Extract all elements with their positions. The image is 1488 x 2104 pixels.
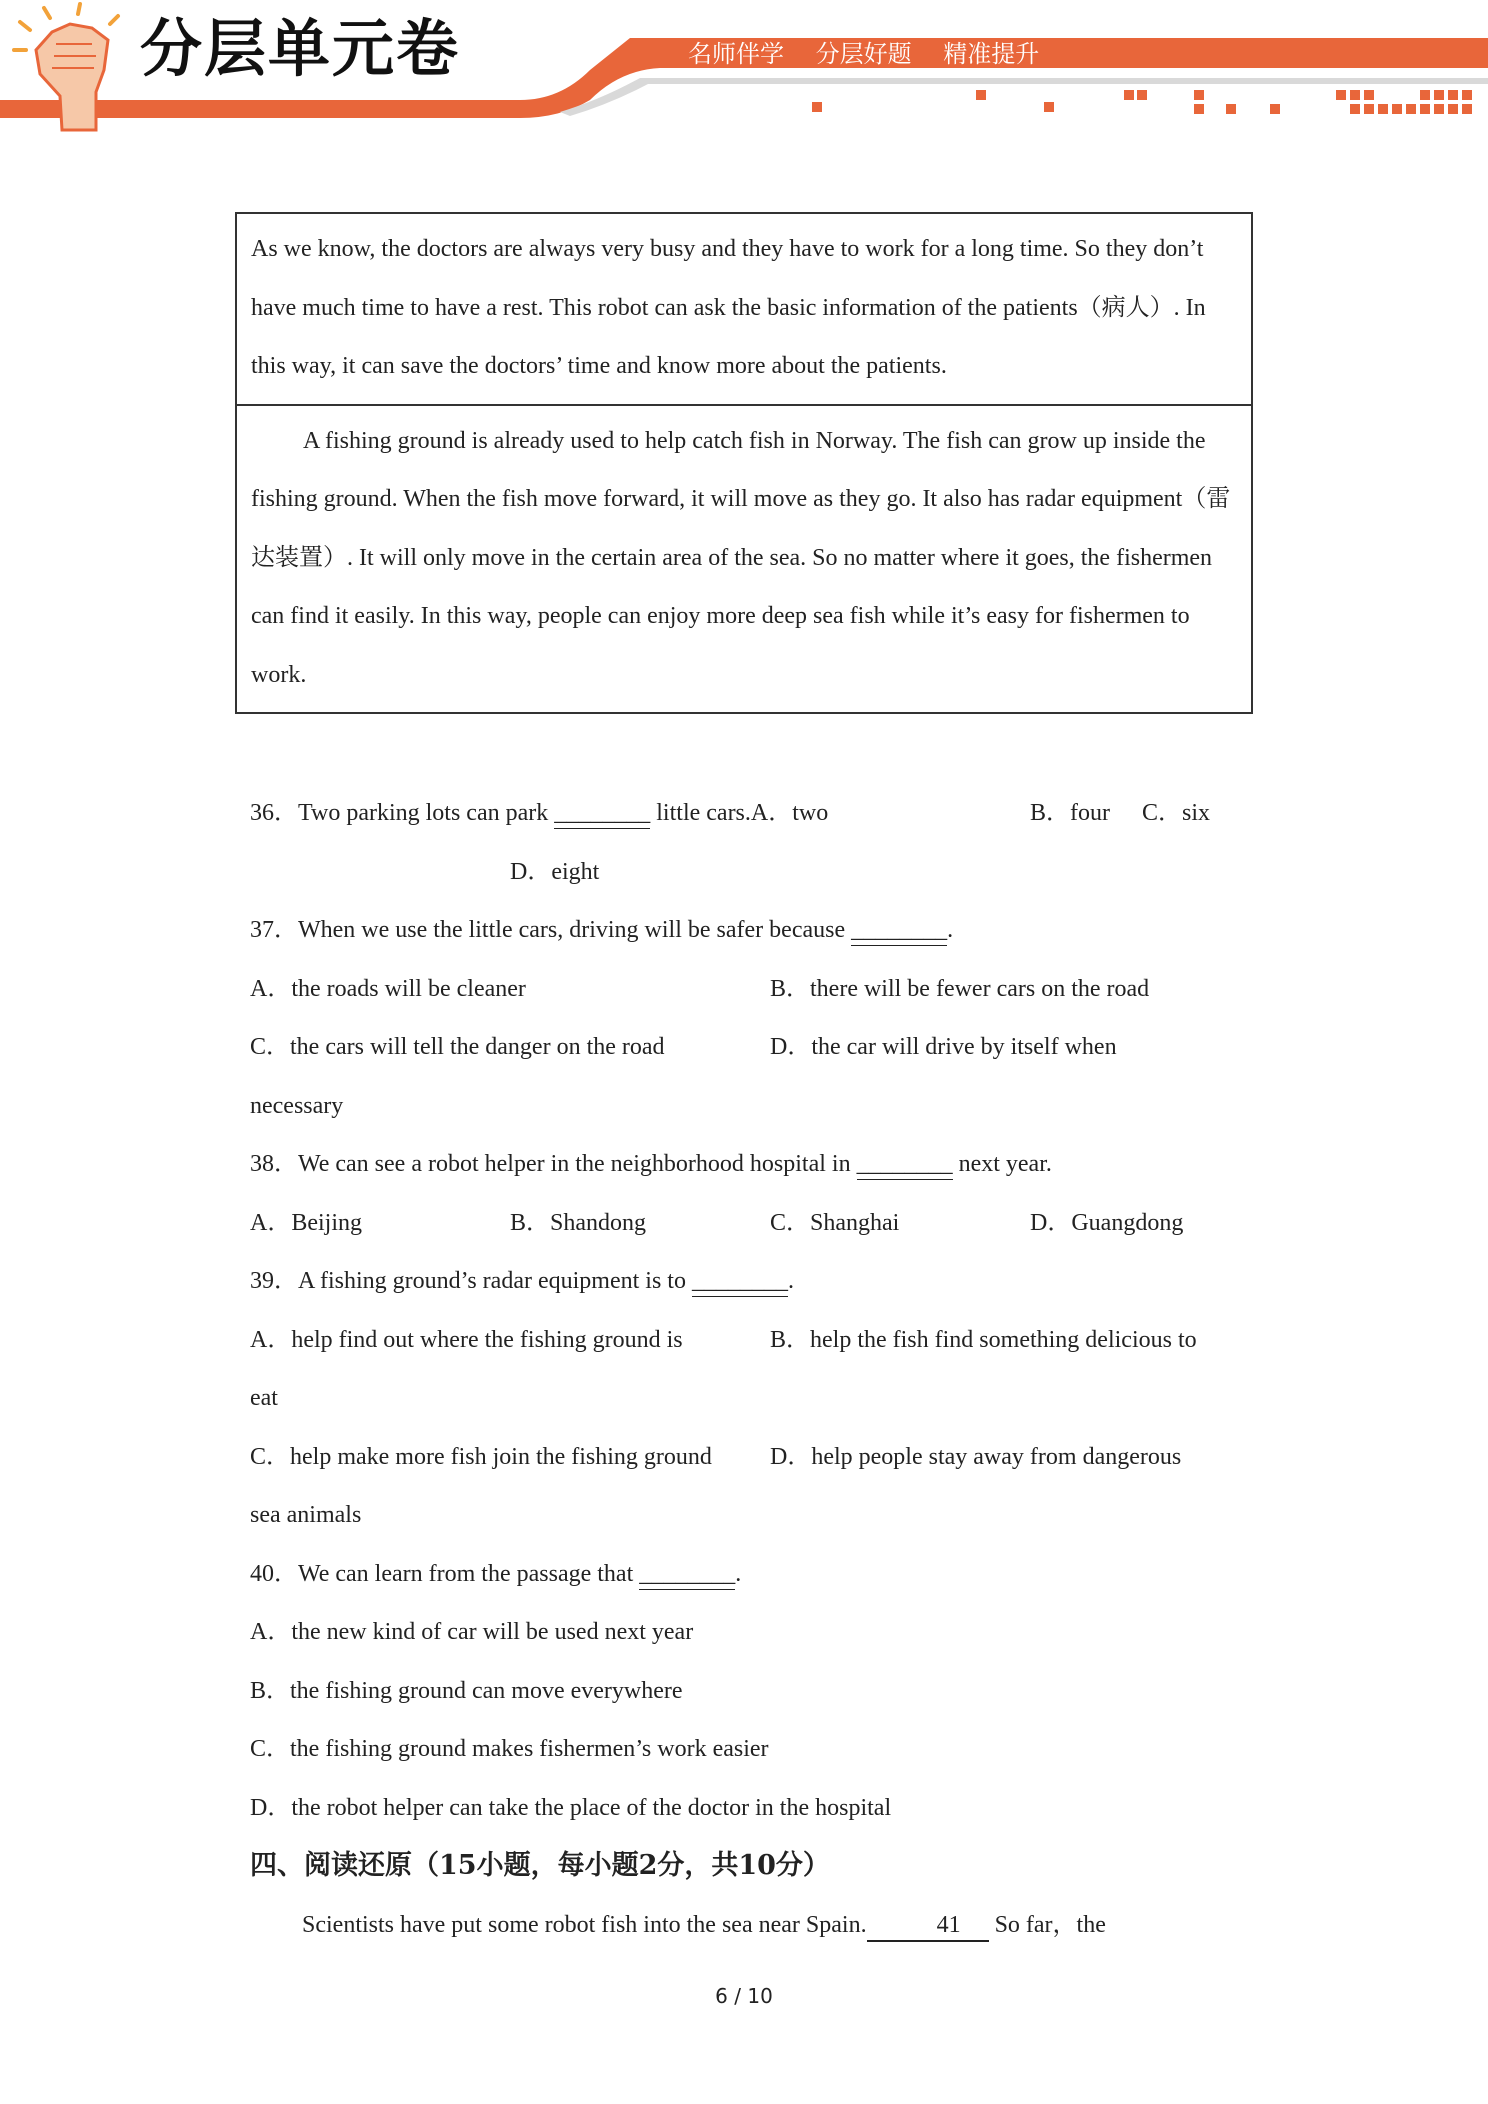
slogan-1: 名师伴学 bbox=[688, 40, 784, 68]
slogan-3: 精准提升 bbox=[943, 40, 1040, 68]
q37-stem-before: 37．When we use the little cars, driving will be safer because bbox=[250, 917, 852, 943]
q40-option-c: C．the fishing ground makes fishermen’s work easier bbox=[250, 1736, 769, 1762]
passage-table bbox=[235, 212, 1253, 714]
questions-section bbox=[250, 784, 1250, 1954]
q40-blank: ________ bbox=[639, 1559, 735, 1590]
section-4-heading: 四、阅读还原（15小题，每小题2分，共10分） bbox=[250, 1850, 830, 1881]
q38-option-b: B．Shandong bbox=[510, 1209, 647, 1236]
section-4-text-before: Scientists have put some robot fish into the sea near Spain. bbox=[302, 1911, 867, 1938]
q36-option-a: A．two bbox=[750, 800, 829, 826]
q36-option-d: D．eight bbox=[510, 858, 600, 885]
q39-option-d-continued: sea animals bbox=[250, 1502, 362, 1528]
slogan-2: 分层好题 bbox=[815, 40, 912, 68]
q39-blank: ________ bbox=[692, 1266, 788, 1297]
q36-option-b: B．four bbox=[1030, 800, 1110, 826]
q36-blank: ________ bbox=[554, 798, 650, 829]
question-36 bbox=[250, 784, 1250, 843]
q36-stem-after: little cars. bbox=[650, 800, 751, 826]
q38-option-c: C．Shanghai bbox=[770, 1209, 900, 1236]
passage-fishing-paragraph: A fishing ground is already used to help catch fish in Norway. The fish can grow up inside the fishing ground. When the fish move forward, it will move as they go. It also has radar equipment（雷达装置）. It will only move in the certain area of the sea. So no matter where it goes, the fishermen can find it easily. In this way, people can enjoy more deep sea fish while it’s easy for fishermen to work. bbox=[237, 404, 1251, 713]
q38-stem-before: 38．We can see a robot helper in the neighborhood hospital in bbox=[250, 1151, 857, 1177]
q39-option-d: D．help people stay away from dangerous bbox=[770, 1443, 1182, 1470]
q39-option-c: C．help make more fish join the fishing ground bbox=[250, 1443, 712, 1470]
q37-blank: ________ bbox=[851, 915, 947, 946]
blank-41: 41 bbox=[867, 1910, 989, 1942]
q37-option-row-2 bbox=[250, 1018, 1250, 1077]
q37-option-c: C．the cars will tell the danger on the road bbox=[250, 1034, 665, 1060]
q37-option-d-continued: necessary bbox=[250, 1092, 344, 1119]
q39-option-a: A．help find out where the fishing ground is bbox=[250, 1326, 683, 1353]
q39-stem-after: . bbox=[787, 1268, 794, 1294]
page-number: 6 / 10 bbox=[715, 1984, 773, 2008]
q37-option-row-1 bbox=[250, 960, 1250, 1019]
question-39 bbox=[250, 1252, 1250, 1311]
q39-option-b-continued: eat bbox=[250, 1385, 278, 1411]
q39-option-row-2 bbox=[250, 1428, 1250, 1487]
q38-option-row bbox=[250, 1194, 1250, 1253]
question-38 bbox=[250, 1135, 1250, 1194]
q40-option-a: A．the new kind of car will be used next year bbox=[250, 1619, 694, 1645]
q36-option-c: C．six bbox=[1142, 800, 1211, 826]
q38-blank: ________ bbox=[857, 1149, 953, 1180]
q38-option-a: A．Beijing bbox=[250, 1209, 362, 1236]
passage-robot-paragraph: As we know, the doctors are always very busy and they have to work for a long time. So they don’t have much time to have a rest. This robot can ask the basic information of the patients（病人）. In this way, it can save the doctors’ time and know more about the patients. bbox=[251, 236, 1206, 379]
q37-option-a: A．the roads will be cleaner bbox=[250, 975, 526, 1002]
q40-option-b: B．the fishing ground can move everywhere bbox=[250, 1677, 683, 1704]
q40-option-d: D．the robot helper can take the place of the doctor in the hospital bbox=[250, 1794, 892, 1821]
header-slogan bbox=[688, 38, 1063, 70]
q40-stem-before: 40．We can learn from the passage that bbox=[250, 1560, 640, 1587]
brand-title: 分层单元卷 bbox=[140, 12, 461, 85]
q39-option-b: B．help the fish find something delicious to bbox=[770, 1326, 1197, 1353]
q39-option-row-1 bbox=[250, 1311, 1250, 1370]
question-37 bbox=[250, 901, 1250, 960]
q39-stem-before: 39．A fishing ground’s radar equipment is to bbox=[250, 1268, 692, 1294]
question-40 bbox=[250, 1545, 1250, 1604]
q38-stem-after: next year. bbox=[952, 1151, 1052, 1177]
section-4-text-after: So far，the bbox=[988, 1911, 1106, 1938]
section-4-first-line bbox=[250, 1896, 1250, 1955]
q37-option-b: B．there will be fewer cars on the road bbox=[770, 975, 1150, 1002]
page-header bbox=[0, 0, 1488, 140]
q38-option-d: D．Guangdong bbox=[1030, 1209, 1184, 1236]
q37-stem-after: . bbox=[947, 917, 954, 943]
q36-option-row-2 bbox=[250, 843, 1250, 902]
q36-stem-before: 36．Two parking lots can park bbox=[250, 800, 555, 826]
q40-stem-after: . bbox=[735, 1560, 742, 1587]
q37-option-d: D．the car will drive by itself when bbox=[770, 1034, 1117, 1060]
